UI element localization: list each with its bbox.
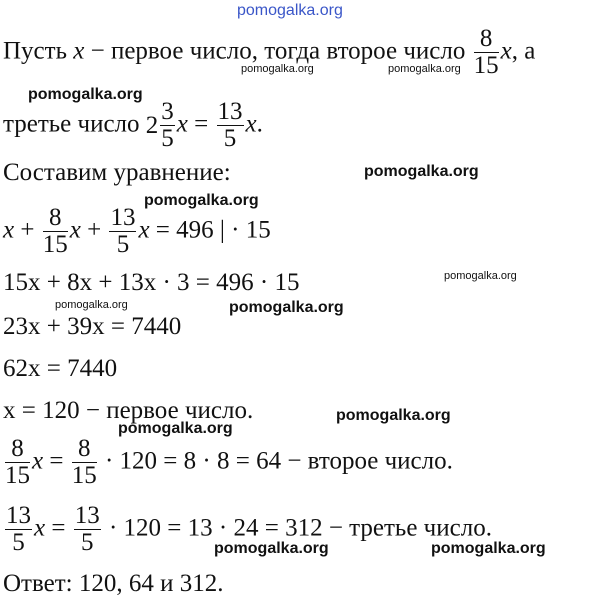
watermark: pomogalka.org	[431, 540, 546, 557]
variable: x	[3, 216, 15, 244]
line-third-number	[3, 99, 263, 153]
denominator: 15	[473, 52, 499, 80]
fraction	[5, 436, 30, 490]
fraction	[43, 205, 68, 259]
variable: x	[176, 110, 188, 138]
watermark: pomogalka.org	[364, 163, 479, 180]
line-multiplied: 15x + 8x + 13x · 3 = 496 · 15	[3, 269, 300, 296]
text: , а	[511, 37, 536, 65]
text: = 496 | · 15	[149, 216, 271, 244]
watermark: pomogalka.org	[229, 299, 344, 316]
text: Пусть	[3, 37, 74, 65]
variable: x	[73, 37, 85, 65]
fraction	[217, 99, 244, 153]
numerator: 3	[161, 98, 174, 125]
denominator: 5	[116, 231, 130, 259]
whole-part: 2	[145, 112, 159, 140]
variable: x	[32, 447, 44, 475]
equals: =	[43, 447, 70, 475]
text: третье число	[3, 110, 146, 138]
watermark: pomogalka.org	[214, 540, 329, 557]
numerator: 8	[474, 26, 499, 53]
numerator: 8	[5, 436, 30, 463]
numerator: 8	[43, 205, 68, 232]
denominator: 5	[80, 529, 94, 557]
fraction	[474, 26, 499, 80]
numerator: 13	[110, 204, 136, 231]
fraction	[160, 99, 175, 153]
equals: =	[45, 514, 72, 542]
fraction	[109, 205, 136, 259]
plus: +	[14, 216, 41, 244]
answer-line: Ответ: 120, 64 и 312.	[3, 570, 224, 597]
denominator: 15	[5, 462, 30, 490]
numerator: 13	[74, 502, 100, 529]
variable: x	[138, 216, 150, 244]
variable: x	[245, 110, 257, 138]
line-equation	[3, 205, 271, 259]
watermark: pomogalka.org	[336, 407, 451, 424]
watermark: pomogalka.org	[388, 63, 461, 75]
numerator: 8	[72, 436, 97, 463]
watermark-top: pomogalka.org	[237, 2, 343, 19]
variable: x	[34, 514, 46, 542]
watermark: pomogalka.org	[55, 299, 128, 311]
text: · 120 = 8 · 8 = 64 − второе число.	[98, 447, 453, 475]
denominator: 5	[161, 125, 174, 153]
line-combined: 62x = 7440	[3, 355, 118, 382]
numerator: 13	[217, 98, 243, 125]
equals: =	[187, 110, 215, 138]
variable: x	[69, 216, 81, 244]
line-sum: 23x + 39x = 7440	[3, 313, 182, 340]
plus: +	[80, 216, 108, 244]
watermark: pomogalka.org	[144, 192, 259, 209]
line-compose-equation: Составим уравнение:	[3, 159, 231, 186]
text: · 120 = 13 · 24 = 312 − третье число.	[102, 514, 492, 542]
text: .	[256, 110, 263, 138]
variable: x	[500, 37, 512, 65]
watermark: pomogalka.org	[118, 420, 233, 437]
denominator: 5	[223, 125, 237, 153]
fraction	[74, 503, 101, 557]
denominator: 5	[12, 529, 25, 557]
text: − первое число, тогда второе число	[84, 37, 472, 65]
line-third-result	[3, 503, 492, 557]
numerator: 13	[6, 502, 31, 529]
fraction	[72, 436, 97, 490]
denominator: 15	[71, 462, 97, 490]
denominator: 15	[42, 231, 68, 259]
line-first-result: x = 120 − первое число.	[3, 397, 254, 424]
watermark: pomogalka.org	[444, 270, 517, 282]
watermark: pomogalka.org	[241, 63, 314, 75]
fraction	[5, 503, 32, 557]
line-second-result	[3, 436, 453, 490]
line-first-number	[3, 26, 535, 80]
watermark: pomogalka.org	[28, 86, 143, 103]
